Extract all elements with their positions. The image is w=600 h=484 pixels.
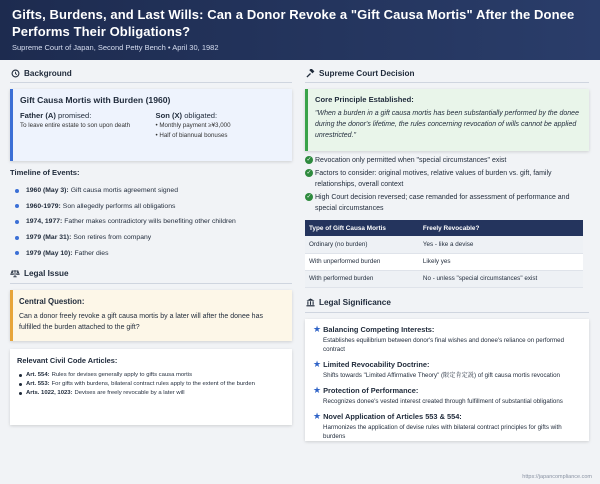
article-item: Art. 554: Rules for devises generally apply to gifts causa mortis: [17, 371, 285, 380]
background-section-title: Background: [10, 66, 292, 80]
star-icon: ★: [313, 358, 322, 369]
significance-item: ★ Novel Application of Articles 553 & 554: Harmonizes the application of devise rules with bilateral contract principles for gifts with burdens: [313, 410, 562, 440]
divider: [305, 312, 589, 313]
decision-point: ✓ High Court decision reversed; case remanded for assessment of performance and special circumstances: [306, 194, 570, 212]
right-column: [305, 66, 589, 441]
star-icon: ★: [313, 323, 322, 334]
son-item: • Monthly payment ≥¥3,000: [155, 122, 231, 129]
central-question-card: [10, 290, 292, 341]
gift-card-title: Gift Causa Mortis with Burden (1960): [20, 95, 171, 105]
article-item: Art. 553: For gifts with burdens, bilateral contract rules apply to the extent of the burden: [17, 380, 285, 389]
check-circle-icon: ✓: [306, 170, 312, 176]
significance-section-title: Legal Significance: [305, 296, 589, 310]
table-row: With unperformed burden Likely yes: [305, 253, 583, 270]
decision-point: ✓ Factors to consider: original motives, relative values of burden vs. gift, family relationships, overall context: [306, 170, 552, 188]
central-question-text: Can a donor freely revoke a gift causa mortis by a later will after the donee has fulfilled the burden attached to the gift?: [19, 312, 263, 331]
table-row: With performed burden No - unless "special circumstances" exist: [305, 270, 583, 287]
decision-point: ✓ Revocation only permitted when "special circumstances" exist: [306, 157, 507, 164]
star-icon: ★: [313, 410, 322, 421]
page-subtitle: Supreme Court of Japan, Second Petty Bench • April 30, 1982: [12, 43, 219, 52]
scales-icon: [10, 269, 20, 279]
significance-item: ★ Limited Revocability Doctrine: Shifts towards "Limited Affirmative Theory" (限定肯定説) of gift causa mortis revocation: [313, 358, 560, 379]
son-item: • Half of biannual bonuses: [155, 132, 228, 139]
central-question-title: Central Question:: [19, 296, 85, 306]
significance-item: ★ Protection of Performance: Recognizes donee's vested interest created through fulfillment of substantial obligations: [313, 384, 563, 405]
page-title: Gifts, Burdens, and Last Wills: Can a Donor Revoke a "Gift Causa Mortis" After the Donee Performs Their Obligations?: [12, 7, 575, 39]
timeline-item: 1960-1979: Son allegedly performs all obligations: [10, 199, 292, 215]
divider: [10, 82, 292, 83]
timeline-item: 1974, 1977: Father makes contradictory wills benefiting other children: [10, 214, 292, 230]
institution-icon: [305, 298, 315, 308]
articles-card: [10, 349, 292, 425]
principle-text: "When a burden in a gift causa mortis has been substantially performed by the donee during the donor's lifetime, the rules concerning revocation of wills cannot be applied unrestricted.": [315, 110, 579, 139]
decision-section-title: Supreme Court Decision: [305, 66, 589, 80]
decision-points: [305, 155, 589, 214]
history-icon: [10, 68, 20, 78]
divider: [305, 82, 589, 83]
star-icon: ★: [313, 384, 322, 395]
son-block: Son (X) obligated: • Monthly payment ≥¥3,000 • Half of biannual bonuses: [156, 111, 286, 140]
legal-issue-section-title: Legal Issue: [10, 267, 292, 281]
check-circle-icon: ✓: [306, 157, 312, 163]
timeline-item: 1979 (May 10): Father dies: [10, 245, 292, 261]
father-text: To leave entire estate to son upon death: [20, 122, 131, 129]
principle-card: [305, 89, 589, 151]
table-header: Freely Revocable?: [419, 220, 583, 236]
timeline-item: 1979 (Mar 31): Son retires from company: [10, 230, 292, 246]
table-header: Type of Gift Causa Mortis: [305, 220, 419, 236]
articles-title: Relevant Civil Code Articles:: [17, 355, 118, 365]
left-column: [10, 66, 292, 425]
timeline-item: 1960 (May 3): Gift causa mortis agreement signed: [10, 183, 292, 199]
timeline: [10, 183, 292, 261]
check-circle-icon: ✓: [306, 194, 312, 200]
footer-url[interactable]: https://japancompliance.com: [522, 474, 592, 480]
revocability-table: [305, 220, 583, 288]
significance-item: ★ Balancing Competing Interests: Establishes equilibrium between donor's final wishes and donee's reliance on performed contract: [313, 323, 565, 353]
table-header-row: [305, 220, 583, 236]
father-block: Father (A) promised: To leave entire estate to son upon death: [20, 111, 150, 140]
principle-title: Core Principle Established:: [315, 95, 414, 104]
significance-card: [305, 319, 589, 441]
timeline-title: Timeline of Events:: [10, 168, 80, 177]
page-header: [0, 0, 600, 60]
table-row: Ordinary (no burden) Yes - like a devise: [305, 236, 583, 253]
gift-card: [10, 89, 292, 161]
article-item: Arts. 1022, 1023: Devises are freely revocable by a later will: [17, 389, 285, 398]
gavel-icon: [305, 68, 315, 78]
divider: [10, 283, 292, 284]
